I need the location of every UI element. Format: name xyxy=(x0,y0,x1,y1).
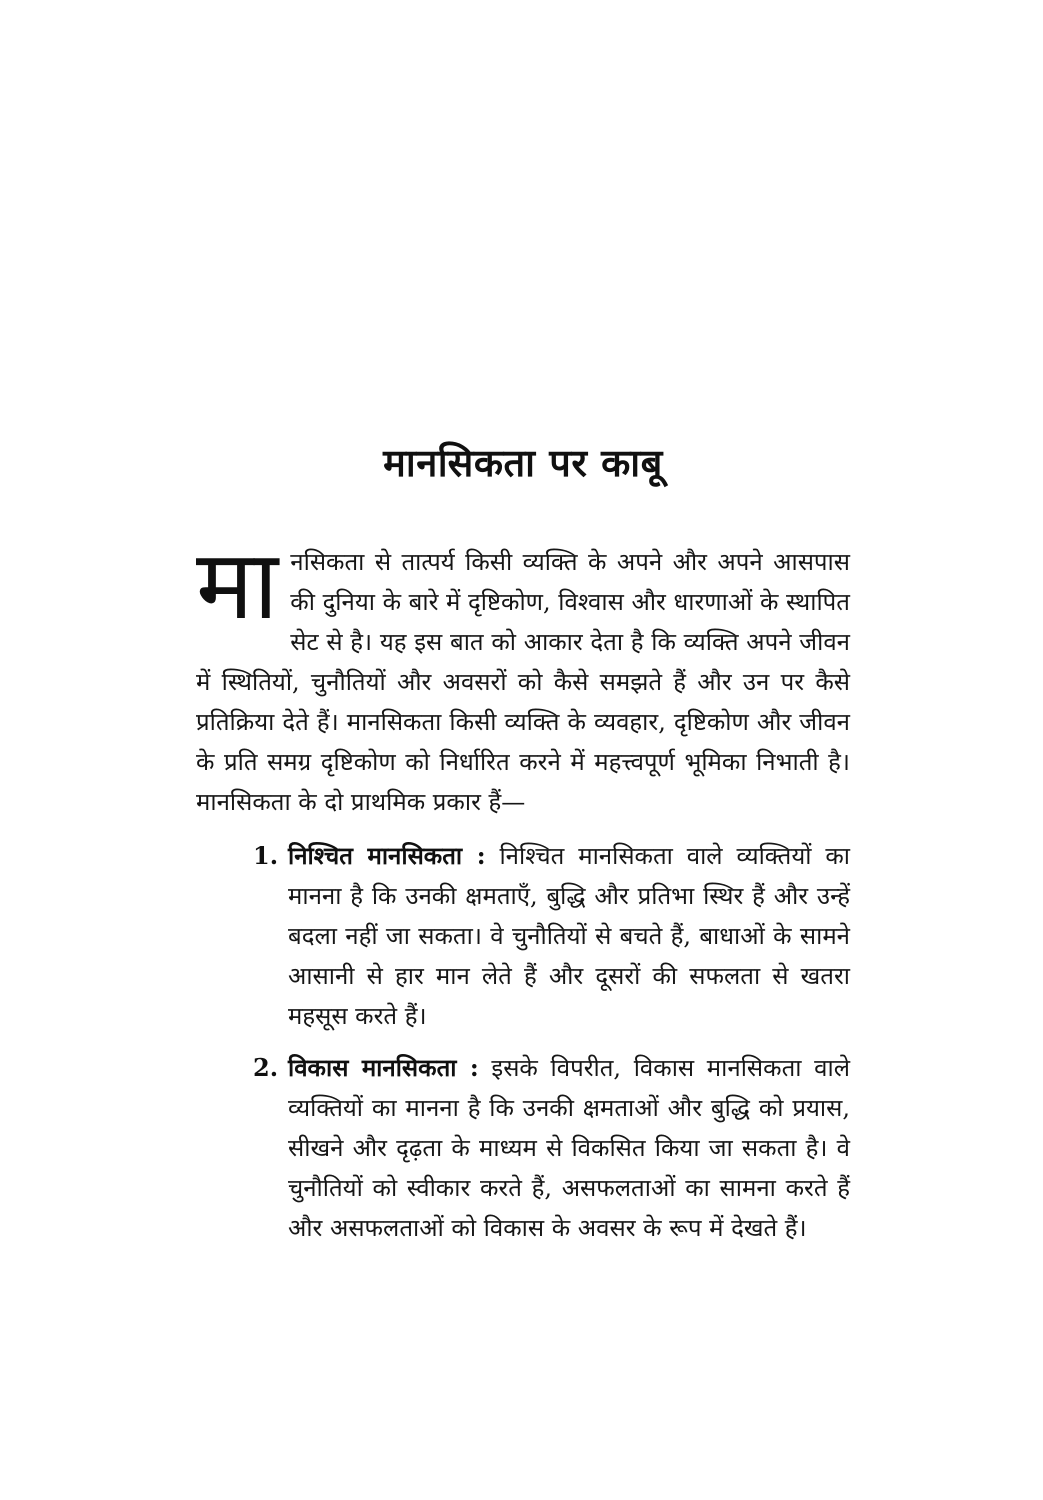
page-content xyxy=(196,436,850,1248)
mindset-list xyxy=(253,836,850,1248)
list-item-body xyxy=(288,836,850,1036)
chapter-title: मानसिकता पर काबू xyxy=(383,440,663,485)
list-item-body xyxy=(288,1048,850,1248)
list-item-number: 1. xyxy=(253,841,279,870)
list-item xyxy=(253,1048,850,1248)
list-item-text: निश्चित मानसिकता वाले व्यक्तियों का मानना है कि उनकी क्षमताएँ, बुद्धि और प्रतिभा स्थिर हैं और उन्हें बदला नहीं जा सकता। वे चुनौतियों से बचते हैं, बाधाओं के सामने आसानी से हार मान लेते हैं और दूसरों की सफलता से खतरा महसूस करते हैं। xyxy=(288,842,850,1030)
list-item-number: 2. xyxy=(253,1053,279,1082)
list-item-text: इसके विपरीत, विकास मानसिकता वाले व्यक्तियों का मानना है कि उनकी क्षमताओं और बुद्धि को प्रयास, सीखने और दृढ़ता के माध्यम से विकसित किया जा सकता है। वे चुनौतियों को स्वीकार करते हैं, असफलताओं का सामना करते हैं और असफलताओं को विकास के अवसर के रूप में देखते हैं। xyxy=(288,1054,850,1242)
drop-cap: मा xyxy=(196,529,279,641)
intro-paragraph xyxy=(196,529,850,822)
list-item-label: निश्चित मानसिकता : xyxy=(288,841,486,870)
list-item xyxy=(253,836,850,1036)
list-item-label: विकास मानसिकता : xyxy=(288,1053,479,1082)
intro-paragraph-text: नसिकता से तात्पर्य किसी व्यक्ति के अपने और अपने आसपास की दुनिया के बारे में दृष्टिकोण, विश्वास और धारणाओं के स्थापित सेट से है। यह इस बात को आकार देता है कि व्यक्ति अपने जीवन में स्थितियों, चुनौतियों और अवसरों को कैसे समझते हैं और उन पर कैसे प्रतिक्रिया देते हैं। मानसिकता किसी व्यक्ति के व्यवहार, दृष्टिकोण और जीवन के प्रति समग्र दृष्टिकोण को निर्धारित करने में महत्त्वपूर्ण भूमिका निभाती है। मानसिकता के दो प्राथमिक प्रकार हैं— xyxy=(196,548,850,816)
